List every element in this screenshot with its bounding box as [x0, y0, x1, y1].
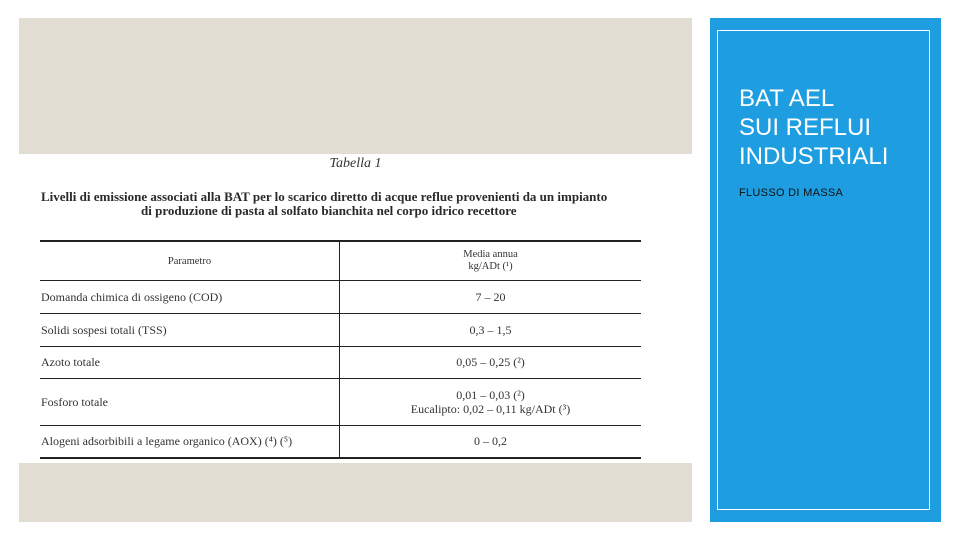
- slide-subtitle: FLUSSO DI MASSA: [739, 187, 844, 199]
- row-value: 7 – 20: [340, 281, 642, 314]
- row-parameter: Domanda chimica di ossigeno (COD): [40, 281, 340, 314]
- emission-levels-table: [40, 240, 641, 459]
- row-value: 0,05 – 0,25 (²): [340, 347, 642, 379]
- table-row: [40, 347, 641, 379]
- slide-title: [739, 84, 888, 171]
- caption-line-2: di produzione di pasta al solfato bianchita nel corpo idrico recettore: [141, 203, 517, 218]
- row-value: [340, 379, 642, 426]
- row-value: 0 – 0,2: [340, 426, 642, 458]
- table-row: [40, 314, 641, 347]
- row-parameter: Azoto totale: [40, 347, 340, 379]
- row-value-line-1: 0,01 – 0,03 (²): [456, 388, 525, 402]
- header-value: [340, 241, 642, 281]
- caption-line-1: Livelli di emissione associati alla BAT per lo scarico diretto di acque reflue provenienti da un impianto: [41, 189, 608, 204]
- row-value: 0,3 – 1,5: [340, 314, 642, 347]
- row-value-line-2: Eucalipto: 0,02 – 0,11 kg/ADt (³): [410, 402, 571, 416]
- header-value-line-1: Media annua: [463, 249, 518, 260]
- table-label: Tabella 1: [329, 156, 382, 171]
- emission-table-image: [19, 154, 692, 463]
- table-row: [40, 426, 641, 458]
- title-panel: [710, 18, 941, 522]
- slide-title-line-3: INDUSTRIALI: [739, 143, 889, 170]
- row-parameter: Fosforo totale: [40, 379, 340, 426]
- header-parameter: Parametro: [40, 241, 340, 281]
- row-parameter: Alogeni adsorbibili a legame organico (AOX) (⁴) (⁵): [40, 426, 340, 458]
- row-parameter: Solidi sospesi totali (TSS): [40, 314, 340, 347]
- table-row: [40, 379, 641, 426]
- table-row: [40, 281, 641, 314]
- table-header-row: [40, 241, 641, 281]
- slide-title-line-1: BAT AEL: [739, 85, 835, 112]
- table-caption: [41, 190, 651, 218]
- slide-title-line-2: SUI REFLUI: [739, 114, 872, 141]
- header-value-line-2: kg/ADt (¹): [468, 261, 513, 272]
